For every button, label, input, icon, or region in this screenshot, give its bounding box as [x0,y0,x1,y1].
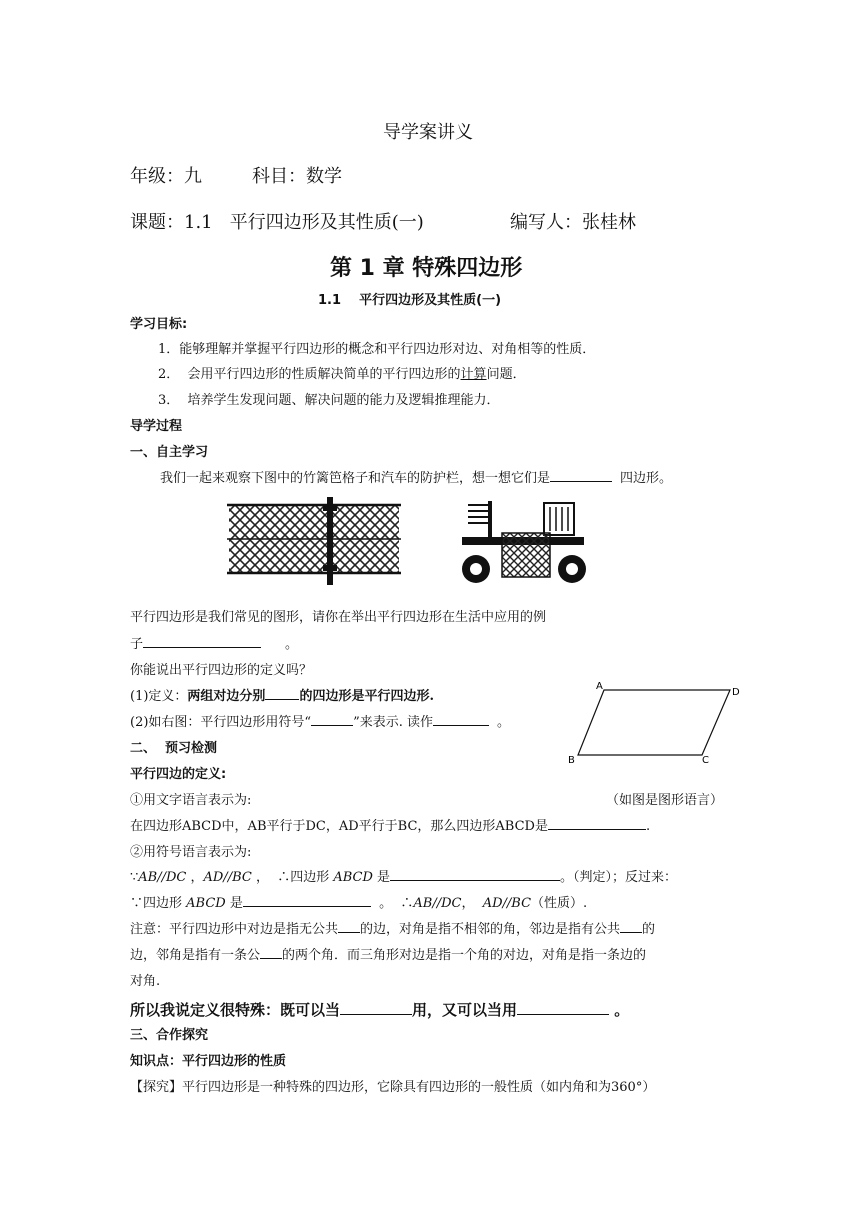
symbol-text-c: 。 [496,715,510,730]
parallelogram-figure [560,675,750,770]
coop-heading: 三、合作探究 [130,1028,209,1043]
symbol-line-2-comma: ， [461,896,483,911]
note-2a: 边，邻角是指有一条公 [130,948,261,963]
definition-sentence-end: . [645,819,651,834]
special-a: 所以我说定义很特殊：既可以当 [130,1001,341,1019]
special-b: 用，又可以当用 [412,1001,518,1019]
vertex-label-c: C [702,755,709,766]
note-line-3: 对角. [130,974,161,989]
example-line-1: 平行四边形是我们常见的图形，请你在举出平行四边形在生活中应用的例 [130,610,547,625]
is-text: 是 [372,870,391,885]
goal-item-2 [158,363,526,382]
intro-end: 四边形。 [620,471,673,486]
symbol-language-label: ②用符号语言表示为: [130,845,252,860]
bamboo-fence-image [225,495,405,587]
vertex-label-b: B [568,755,575,766]
graph-language-note: （如图是图形语言） [606,793,724,808]
ab-parallel-dc: AB//DC [138,870,187,885]
symbol-line [130,711,510,730]
note-line-2 [130,944,646,963]
symbol-line-1-comma: ， [186,870,204,885]
therefore-text: ， ∴四边形 [251,870,334,885]
process-heading: 导学过程 [130,419,183,434]
definition-sentence [130,815,650,834]
example-blank [143,633,261,648]
goal-item-2-underlined: 计算 [460,367,487,382]
intro-blank [550,467,612,482]
example-end: 。 [285,637,299,652]
intro-line [160,467,672,486]
intro-text: 我们一起来观察下图中的竹篱笆格子和汽车的防护栏，想一想它们是 [160,471,551,486]
note-line-1 [130,918,655,937]
read-as-blank [433,711,489,726]
note-blank-3 [260,944,282,959]
note-blank-1 [338,918,360,933]
example-prefix: 子 [130,637,144,652]
knowledge-point: 知识点：平行四边形的性质 [130,1054,287,1069]
therefore-sign: 。 ∴ [370,896,414,911]
definition-blank [265,685,299,700]
definition-bold-a: 两组对边分别 [187,689,266,704]
abcd-label: ABCD [333,870,373,885]
goals-heading: 学习目标: [130,317,188,332]
symbol-line-1 [130,866,677,885]
author-label: 编写人：张桂林 [510,212,636,233]
goal-item-1: 1．能够理解并掌握平行四边形的概念和平行四边形对边、对角相等的性质． [158,342,596,357]
text-language-label: ①用文字语言表示为: [130,793,252,808]
special-c: 。 [609,1001,630,1019]
because-quad-text: ∵四边形 [130,896,187,911]
note-blank-2 [620,918,642,933]
definition-question: 你能说出平行四边形的定义吗？ [130,663,313,678]
definition-line [130,685,434,704]
example-line-2 [130,633,298,652]
explore-line: 【探究】平行四边形是一种特殊的四边形，它除具有四边形的一般性质（如内角和为360°） [130,1080,656,1095]
ab-parallel-dc-2: AB//DC [413,896,462,911]
doc-title: 导学案讲义 [383,122,473,143]
note-1c: 的 [642,922,656,937]
abcd-label-2: ABCD [186,896,226,911]
note-2b: 的两个角．而三角形对边是指一个角的对边，对角是指一条边的 [282,948,647,963]
is-text-2: 是 [225,896,243,911]
chapter-title: 第 1 章 特殊四边形 [330,256,523,281]
preview-def-heading: 平行四边的定义: [130,767,227,782]
vertex-label-d: D [732,687,740,698]
topic-label: 课题：1.1 平行四边形及其性质(一) [130,212,424,233]
property-text: （性质）. [531,896,588,911]
symbol-text-a: (2)如右图：平行四边形用符号“ [130,715,312,730]
special-definition-line [130,997,629,1020]
definition-bold-b: 的四边形是平行四边形. [299,689,434,704]
special-blank-2 [517,997,609,1015]
section-title: 1.1 平行四边形及其性质(一) [318,293,502,308]
goal-item-2-end: 问题． [486,367,526,382]
subject-label: 科目：数学 [252,166,342,187]
part1-heading: 一、自主学习 [130,445,209,460]
note-1b: 的边，对角是指不相邻的角，邻边是指有公共 [360,922,621,937]
property-blank [243,892,371,907]
judge-text: 。（判定）；反过来： [560,870,678,885]
because-sign: ∵ [130,870,139,885]
ad-parallel-bc: AD//BC [203,870,252,885]
ad-parallel-bc-2: AD//BC [482,896,532,911]
symbol-blank [311,711,353,726]
special-blank-1 [340,997,412,1015]
vertex-label-a: A [596,681,603,692]
goal-item-2-text: 2． 会用平行四边形的性质解决简单的平行四边形的 [158,367,461,382]
car-guard-image [458,497,588,587]
goal-item-3: 3． 培养学生发现问题、解决问题的能力及逻辑推理能力． [158,393,500,408]
definition-sentence-blank [548,815,646,830]
symbol-line-2 [130,892,587,911]
definition-prefix: (1)定义： [130,689,188,704]
judge-blank [390,866,560,881]
definition-sentence-text: 在四边形ABCD中，AB平行于DC，AD平行于BC，那么四边形ABCD是 [130,819,548,834]
note-1a: 注意：平行四边形中对边是指无公共 [130,922,339,937]
preview-heading: 二、 预习检测 [130,741,218,756]
symbol-text-b: ”来表示. 读作 [353,715,433,730]
grade-label: 年级：九 [130,166,202,187]
